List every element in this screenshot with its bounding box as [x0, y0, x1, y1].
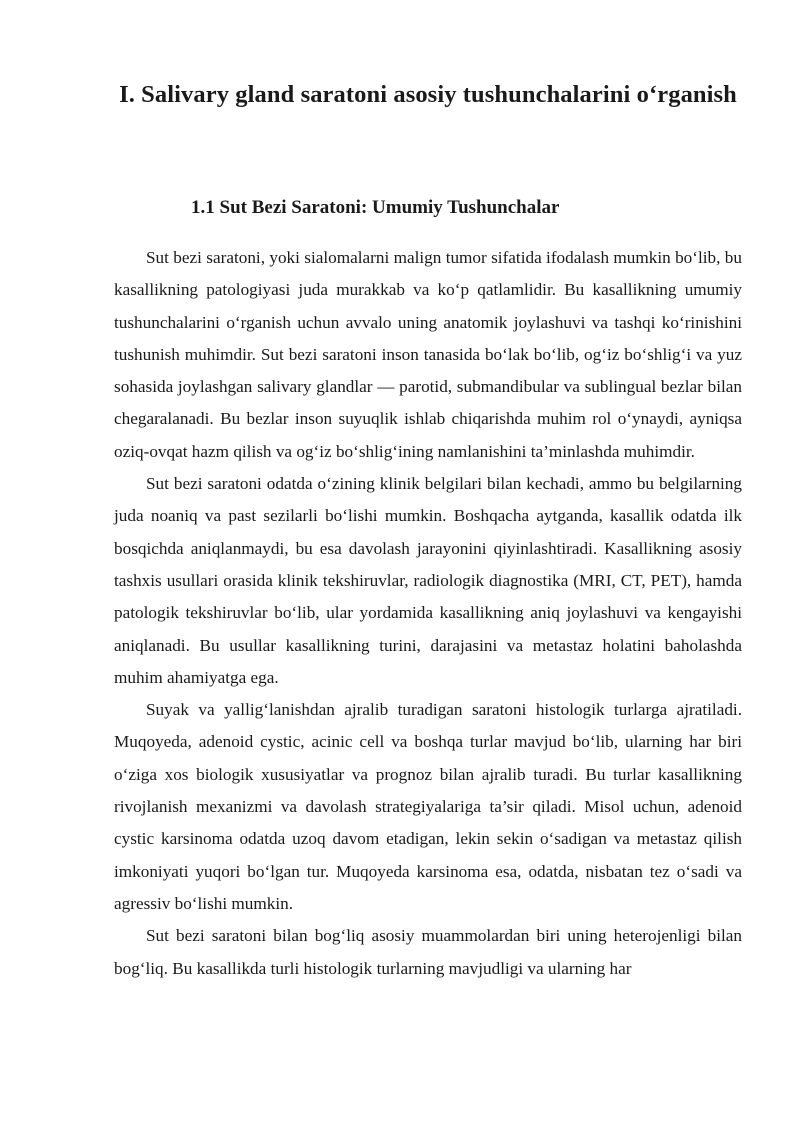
paragraph: Sut bezi saratoni odatda o‘zining klinik belgilari bilan kechadi, ammo bu belgilarning juda noaniq va past sezilarli bo‘lishi mumkin. Boshqacha aytganda, kasallik odatda ilk bosqichda aniqlanmaydi, bu esa davolash jarayonini qiyinlashtiradi. Kasallikning asosiy tashxis usullari orasida klinik tekshiruvlar, radiologik diagnostika (MRI, CT, PET), hamda patologik tekshiruvlar bo‘lib, ular yordamida kasallikning aniq joylashuvi va kengayishi aniqlanadi. Bu usullar kasallikning turini, darajasini va metastaz holatini baholashda muhim ahamiyatga ega. [114, 474, 742, 687]
paragraph: Sut bezi saratoni bilan bog‘liq asosiy muammolardan biri uning heterojenligi bilan bog‘liq. Bu kasallikda turli histologik turlarning mavjudligi va ularning har [114, 926, 742, 978]
paragraph: Sut bezi saratoni, yoki sialomalarni malign tumor sifatida ifodalash mumkin bo‘lib, bu kasallikning patologiyasi juda murakkab va ko‘p qatlamlidir. Bu kasallikning umumiy tushunchalarini o‘rganish uchun avvalo uning anatomik joylashuvi va tashqi ko‘rinishini tushunish muhimdir. Sut bezi saratoni inson tanasida bo‘lak bo‘lib, og‘iz bo‘shlig‘i va yuz sohasida joylashgan salivary glandlar — parotid, submandibular va sublingual bezlar bilan chegaralanadi. Bu bezlar inson suyuqlik ishlab chiqarishda muhim rol o‘ynaydi, ayniqsa oziq-ovqat hazm qilish va og‘iz bo‘shlig‘ining namlanishini ta’minlashda muhimdir. [114, 248, 742, 461]
section-heading: 1.1 Sut Bezi Saratoni: Umumiy Tushunchalar [191, 197, 560, 218]
paragraph: Suyak va yallig‘lanishdan ajralib turadigan saratoni histologik turlarga ajratiladi. Muqoyeda, adenoid cystic, acinic cell va boshqa turlar mavjud bo‘lib, ularning har biri o‘ziga xos biologik xususiyatlar va prognoz bilan ajralib turadi. Bu turlar kasallikning rivojlanish mexanizmi va davolash strategiyalariga ta’sir qiladi. Misol uchun, adenoid cystic karsinoma odatda uzoq davom etadigan, lekin sekin o‘sadigan va metastaz qilish imkoniyati yuqori bo‘lgan tur. Muqoyeda karsinoma esa, odatda, nisbatan tez o‘sadi va agressiv bo‘lishi mumkin. [114, 700, 742, 913]
body-text [114, 242, 742, 985]
chapter-title: I. Salivary gland saratoni asosiy tushunchalarini o‘rganish [119, 81, 737, 108]
